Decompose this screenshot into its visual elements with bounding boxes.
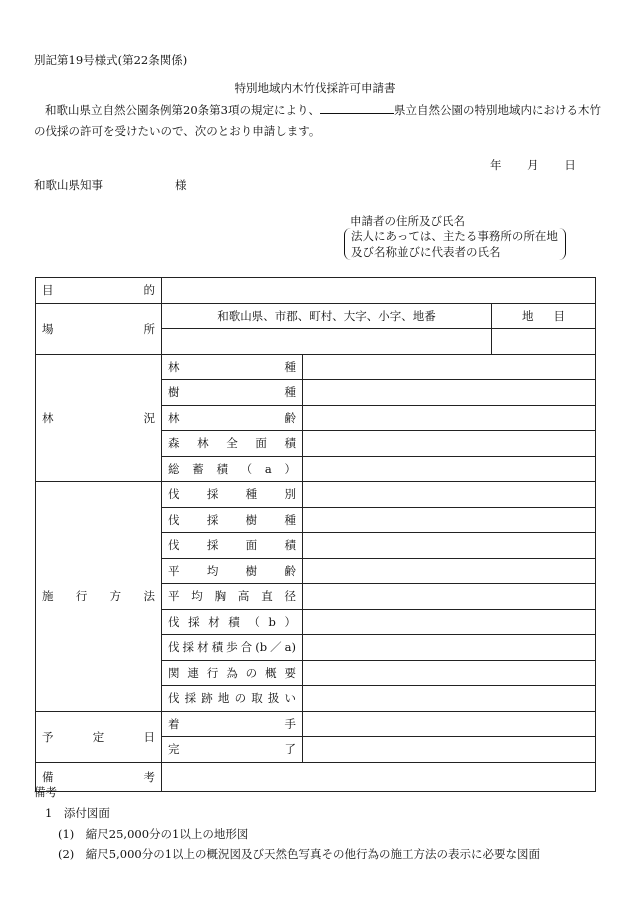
- method-item-value[interactable]: [303, 533, 596, 559]
- remarks-label: 備考: [36, 762, 162, 791]
- applicant-note-line2: 及び名称並びに代表者の氏名: [351, 245, 501, 259]
- forest-item-label: 樹種: [162, 380, 303, 406]
- date-day: 日: [564, 158, 576, 172]
- forest-item-label: 森林全面積: [162, 431, 303, 457]
- location-address-header: 和歌山県、市郡、町村、大字、小字、地番: [162, 303, 492, 329]
- purpose-value[interactable]: [162, 278, 596, 304]
- method-item-label: 伐採種別: [162, 482, 303, 508]
- table-row-method: [36, 482, 596, 508]
- schedule-item-value[interactable]: [303, 711, 596, 737]
- method-item-value[interactable]: [303, 609, 596, 635]
- document-title: 特別地域内木竹伐採許可申請書: [234, 81, 396, 95]
- method-item-value[interactable]: [303, 635, 596, 661]
- table-row-location-header: [36, 303, 596, 329]
- table-row-forest: [36, 354, 596, 380]
- location-address-value[interactable]: [162, 329, 492, 355]
- method-item-value[interactable]: [303, 558, 596, 584]
- forest-item-value[interactable]: [303, 456, 596, 482]
- note-attachment-1: (1) 縮尺25,000分の1以上の地形図: [58, 827, 249, 841]
- method-item-label: 平均樹齢: [162, 558, 303, 584]
- land-category-value[interactable]: [492, 329, 596, 355]
- schedule-item-label: 完了: [162, 737, 303, 763]
- forest-status-label: 林況: [36, 354, 162, 482]
- method-item-label: 伐採樹種: [162, 507, 303, 533]
- forest-item-value[interactable]: [303, 354, 596, 380]
- application-table: [35, 277, 596, 792]
- governor-title: 和歌山県知事: [34, 178, 103, 192]
- method-item-value[interactable]: [303, 507, 596, 533]
- method-item-label: 伐採材積歩合(b／a): [162, 635, 303, 661]
- schedule-label: 予定日: [36, 711, 162, 762]
- intro-paragraph: [34, 100, 606, 142]
- forest-item-label: 林齢: [162, 405, 303, 431]
- method-item-value[interactable]: [303, 584, 596, 610]
- location-label: 場所: [36, 303, 162, 354]
- notes-heading: 備考: [34, 785, 57, 799]
- honorific: 様: [175, 178, 187, 192]
- date-year: 年: [490, 158, 502, 172]
- note-attachments: 1 添付図面: [45, 806, 110, 820]
- applicant-note-bracket: [344, 228, 566, 260]
- land-category-header: 地目: [492, 303, 596, 329]
- schedule-item-value[interactable]: [303, 737, 596, 763]
- forest-item-label: 総蓄積（a）: [162, 456, 303, 482]
- method-item-label: 関連行為の概要: [162, 660, 303, 686]
- purpose-label: 目的: [36, 278, 162, 304]
- forest-item-value[interactable]: [303, 380, 596, 406]
- addressee: [34, 177, 187, 193]
- schedule-item-label: 着手: [162, 711, 303, 737]
- forest-item-value[interactable]: [303, 405, 596, 431]
- date-line: [490, 157, 598, 173]
- note-attachment-2: (2) 縮尺5,000分の1以上の概況図及び天然色写真その他行為の施工方法の表示に必要な図面: [58, 847, 541, 861]
- intro-text-part1: 和歌山県立自然公園条例第20条第3項の規定により、: [45, 103, 320, 117]
- method-item-value[interactable]: [303, 482, 596, 508]
- remarks-value[interactable]: [162, 762, 596, 791]
- applicant-label: 申請者の住所及び氏名: [350, 214, 465, 228]
- forest-item-label: 林種: [162, 354, 303, 380]
- method-item-label: 伐採面積: [162, 533, 303, 559]
- table-row-schedule: [36, 711, 596, 737]
- date-month: 月: [527, 158, 539, 172]
- park-name-blank[interactable]: [320, 102, 394, 114]
- form-number: 別記第19号様式(第22条関係): [34, 53, 188, 67]
- table-row-purpose: [36, 278, 596, 304]
- method-label: 施行方法: [36, 482, 162, 712]
- method-item-label: 平均胸高直径: [162, 584, 303, 610]
- method-item-label: 伐採材積（b）: [162, 609, 303, 635]
- method-item-label: 伐採跡地の取扱い: [162, 686, 303, 712]
- table-row-remarks: [36, 762, 596, 791]
- intro-text-part2: 県立自然公園の特別地域内における木竹の伐採の許可を受けたいので、次のとおり申請します。: [34, 103, 601, 138]
- applicant-note-line1: 法人にあっては、主たる事務所の所在地: [351, 229, 558, 243]
- method-item-value[interactable]: [303, 686, 596, 712]
- method-item-value[interactable]: [303, 660, 596, 686]
- forest-item-value[interactable]: [303, 431, 596, 457]
